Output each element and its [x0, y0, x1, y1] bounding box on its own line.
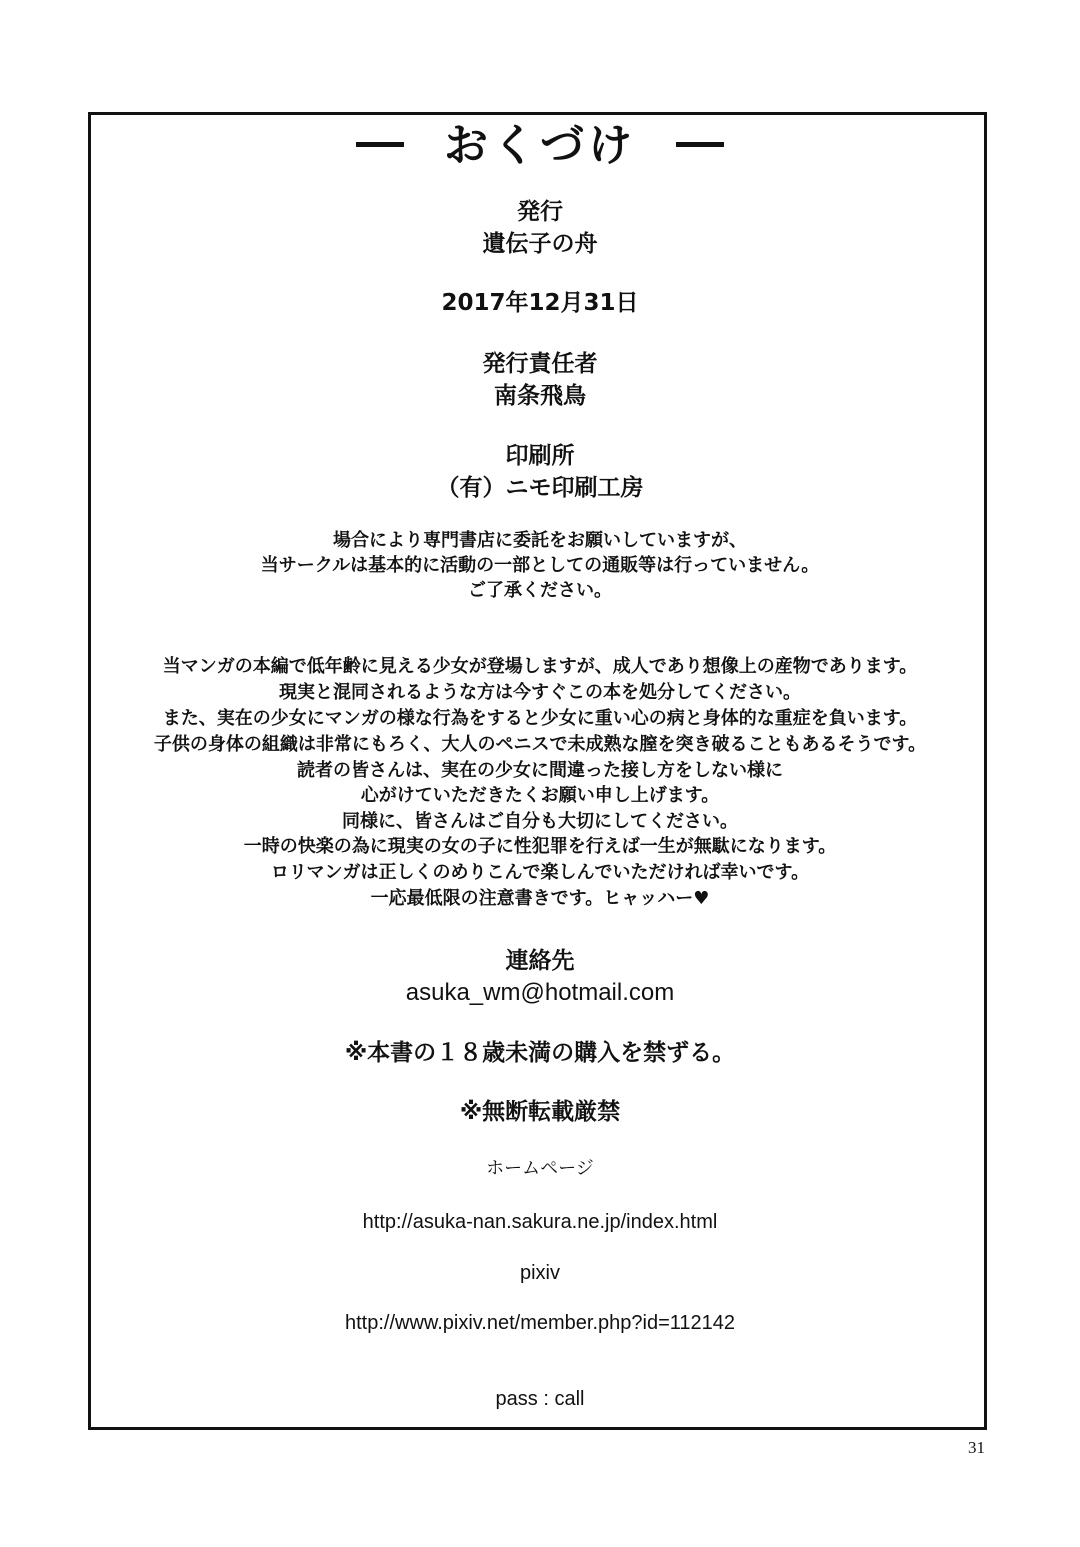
- responsible-label: 発行責任者: [482, 351, 598, 377]
- publisher-label: 発行: [517, 199, 563, 225]
- pixiv-url[interactable]: http://www.pixiv.net/member.php?id=112142: [344, 1312, 736, 1334]
- title-text: おくづけ: [444, 120, 636, 171]
- contact-email[interactable]: asuka_wm@hotmail.com: [405, 979, 675, 1006]
- notice2-line: 子供の身体の組織は非常にもろく、大人のペニスで未成熟な膣を突き破ることもあるそうです。: [153, 734, 927, 755]
- notice2-line: 現実と混同されるような方は今すぐこの本を処分してください。: [279, 682, 801, 703]
- homepage-label: ホームページ: [486, 1158, 594, 1179]
- notice2-line: 一時の快楽の為に現実の女の子に性犯罪を行えば一生が無駄になります。: [243, 836, 837, 857]
- notice2-line: 一応最低限の注意書きです。ヒャッハー♥: [370, 888, 710, 909]
- notice2-line: また、実在の少女にマンガの様な行為をすると少女に重い心の病と身体的な重症を負います。: [162, 708, 918, 729]
- printer-name: （有）ニモ印刷工房: [436, 475, 644, 501]
- notice1-line: 場合により専門書店に委託をお願いしていますが、: [333, 530, 747, 551]
- homepage-url[interactable]: http://asuka-nan.sakura.ne.jp/index.html: [362, 1211, 718, 1233]
- notice2-line: 読者の皆さんは、実在の少女に間違った接し方をしない様に: [297, 760, 783, 781]
- title-dash-right: [676, 142, 724, 147]
- reprint-prohibited-notice: ※無断転載厳禁: [459, 1099, 621, 1125]
- pass-text: pass : call: [495, 1388, 585, 1410]
- responsible-name: 南条飛鳥: [494, 383, 586, 409]
- page-number: 31: [968, 1438, 985, 1457]
- age-restriction-notice: ※本書の１８歳未満の購入を禁ずる。: [344, 1040, 736, 1066]
- pixiv-label: pixiv: [519, 1262, 560, 1284]
- contact-label: 連絡先: [505, 948, 575, 974]
- notice2-line: 当マンガの本編で低年齢に見える少女が登場しますが、成人であり想像上の産物であります。: [162, 656, 918, 677]
- notice2-line: 心がけていただきたくお願い申し上げます。: [360, 785, 720, 806]
- notice2-line: 同様に、皆さんはご自分も大切にしてください。: [342, 811, 738, 832]
- notice1-line: 当サークルは基本的に活動の一部としての通販等は行っていません。: [260, 555, 820, 576]
- publisher-name: 遺伝子の舟: [482, 231, 598, 257]
- notice2-line: ロリマンガは正しくのめりこんで楽しんでいただければ幸いです。: [270, 862, 810, 883]
- publish-date: 2017年12月31日: [441, 290, 639, 316]
- title-dash-left: [356, 142, 404, 147]
- printer-label: 印刷所: [505, 443, 575, 469]
- colophon-title: [0, 120, 1080, 171]
- notice1-line: ご了承ください。: [468, 580, 612, 601]
